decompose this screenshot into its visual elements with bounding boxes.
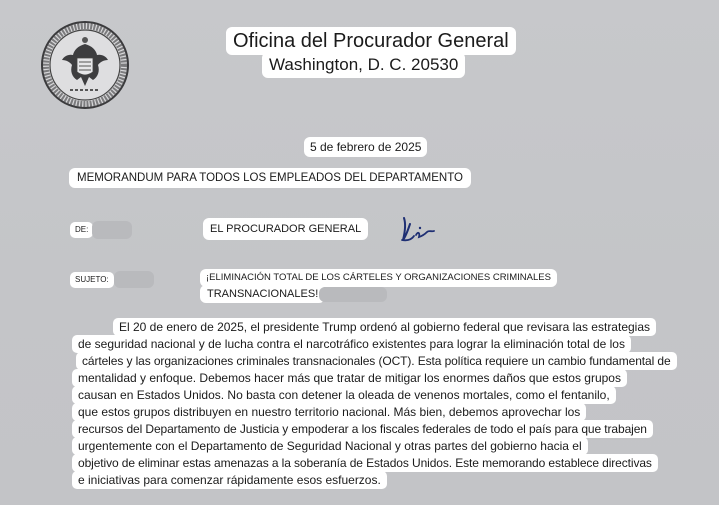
- from-label: DE:: [70, 222, 93, 238]
- memo-recipients: MEMORANDUM PARA TODOS LOS EMPLEADOS DEL DEPARTAMENTO: [69, 168, 471, 188]
- body-line: cárteles y las organizaciones criminales transnacionales (OCT). Esta política requiere un cambio fundamental de: [76, 352, 677, 370]
- body-line: causan en Estados Unidos. No basta con detener la oleada de venenos mortales, como el fentanilo,: [72, 386, 616, 404]
- office-address: Washington, D. C. 20530: [262, 52, 465, 78]
- body-line: El 20 de enero de 2025, el presidente Trump ordenó al gobierno federal que revisara las estrategias: [113, 318, 656, 336]
- body-line: recursos del Departamento de Justicia y empoderar a los fiscales federales de todo el país para que trabajen: [72, 420, 653, 438]
- body-line: e iniciativas para comenzar rápidamente esos esfuerzos.: [72, 471, 387, 489]
- department-seal-icon: [40, 20, 130, 110]
- redaction-block: [319, 287, 387, 302]
- memo-date: 5 de febrero de 2025: [304, 137, 427, 157]
- subject-label: SUJETO:: [70, 272, 114, 288]
- redaction-block: [114, 271, 154, 288]
- memo-subject-line-2: TRANSNACIONALES!: [200, 285, 325, 303]
- body-line: urgentemente con el Departamento de Seguridad Nacional y otras partes del gobierno hacia el: [72, 437, 588, 455]
- body-line: mentalidad y enfoque. Debemos hacer más que tratar de mitigar los enormes daños que estos grupos: [72, 369, 627, 387]
- memo-sender: EL PROCURADOR GENERAL: [203, 218, 368, 240]
- redaction-block: [92, 221, 132, 239]
- signature-icon: [394, 210, 442, 246]
- body-line: que estos grupos distribuyen en nuestro territorio nacional. Más bien, debemos aprovechar los: [72, 403, 586, 421]
- body-line: de seguridad nacional y de lucha contra el narcotráfico existentes para lograr la eliminación total de los: [72, 335, 631, 353]
- body-line: objetivo de eliminar estas amenazas a la soberanía de Estados Unidos. Este memorando establece directivas: [72, 454, 658, 472]
- office-title: Oficina del Procurador General: [226, 27, 516, 55]
- memo-subject-line-1: ¡ELIMINACIÓN TOTAL DE LOS CÁRTELES Y ORGANIZACIONES CRIMINALES: [200, 269, 557, 287]
